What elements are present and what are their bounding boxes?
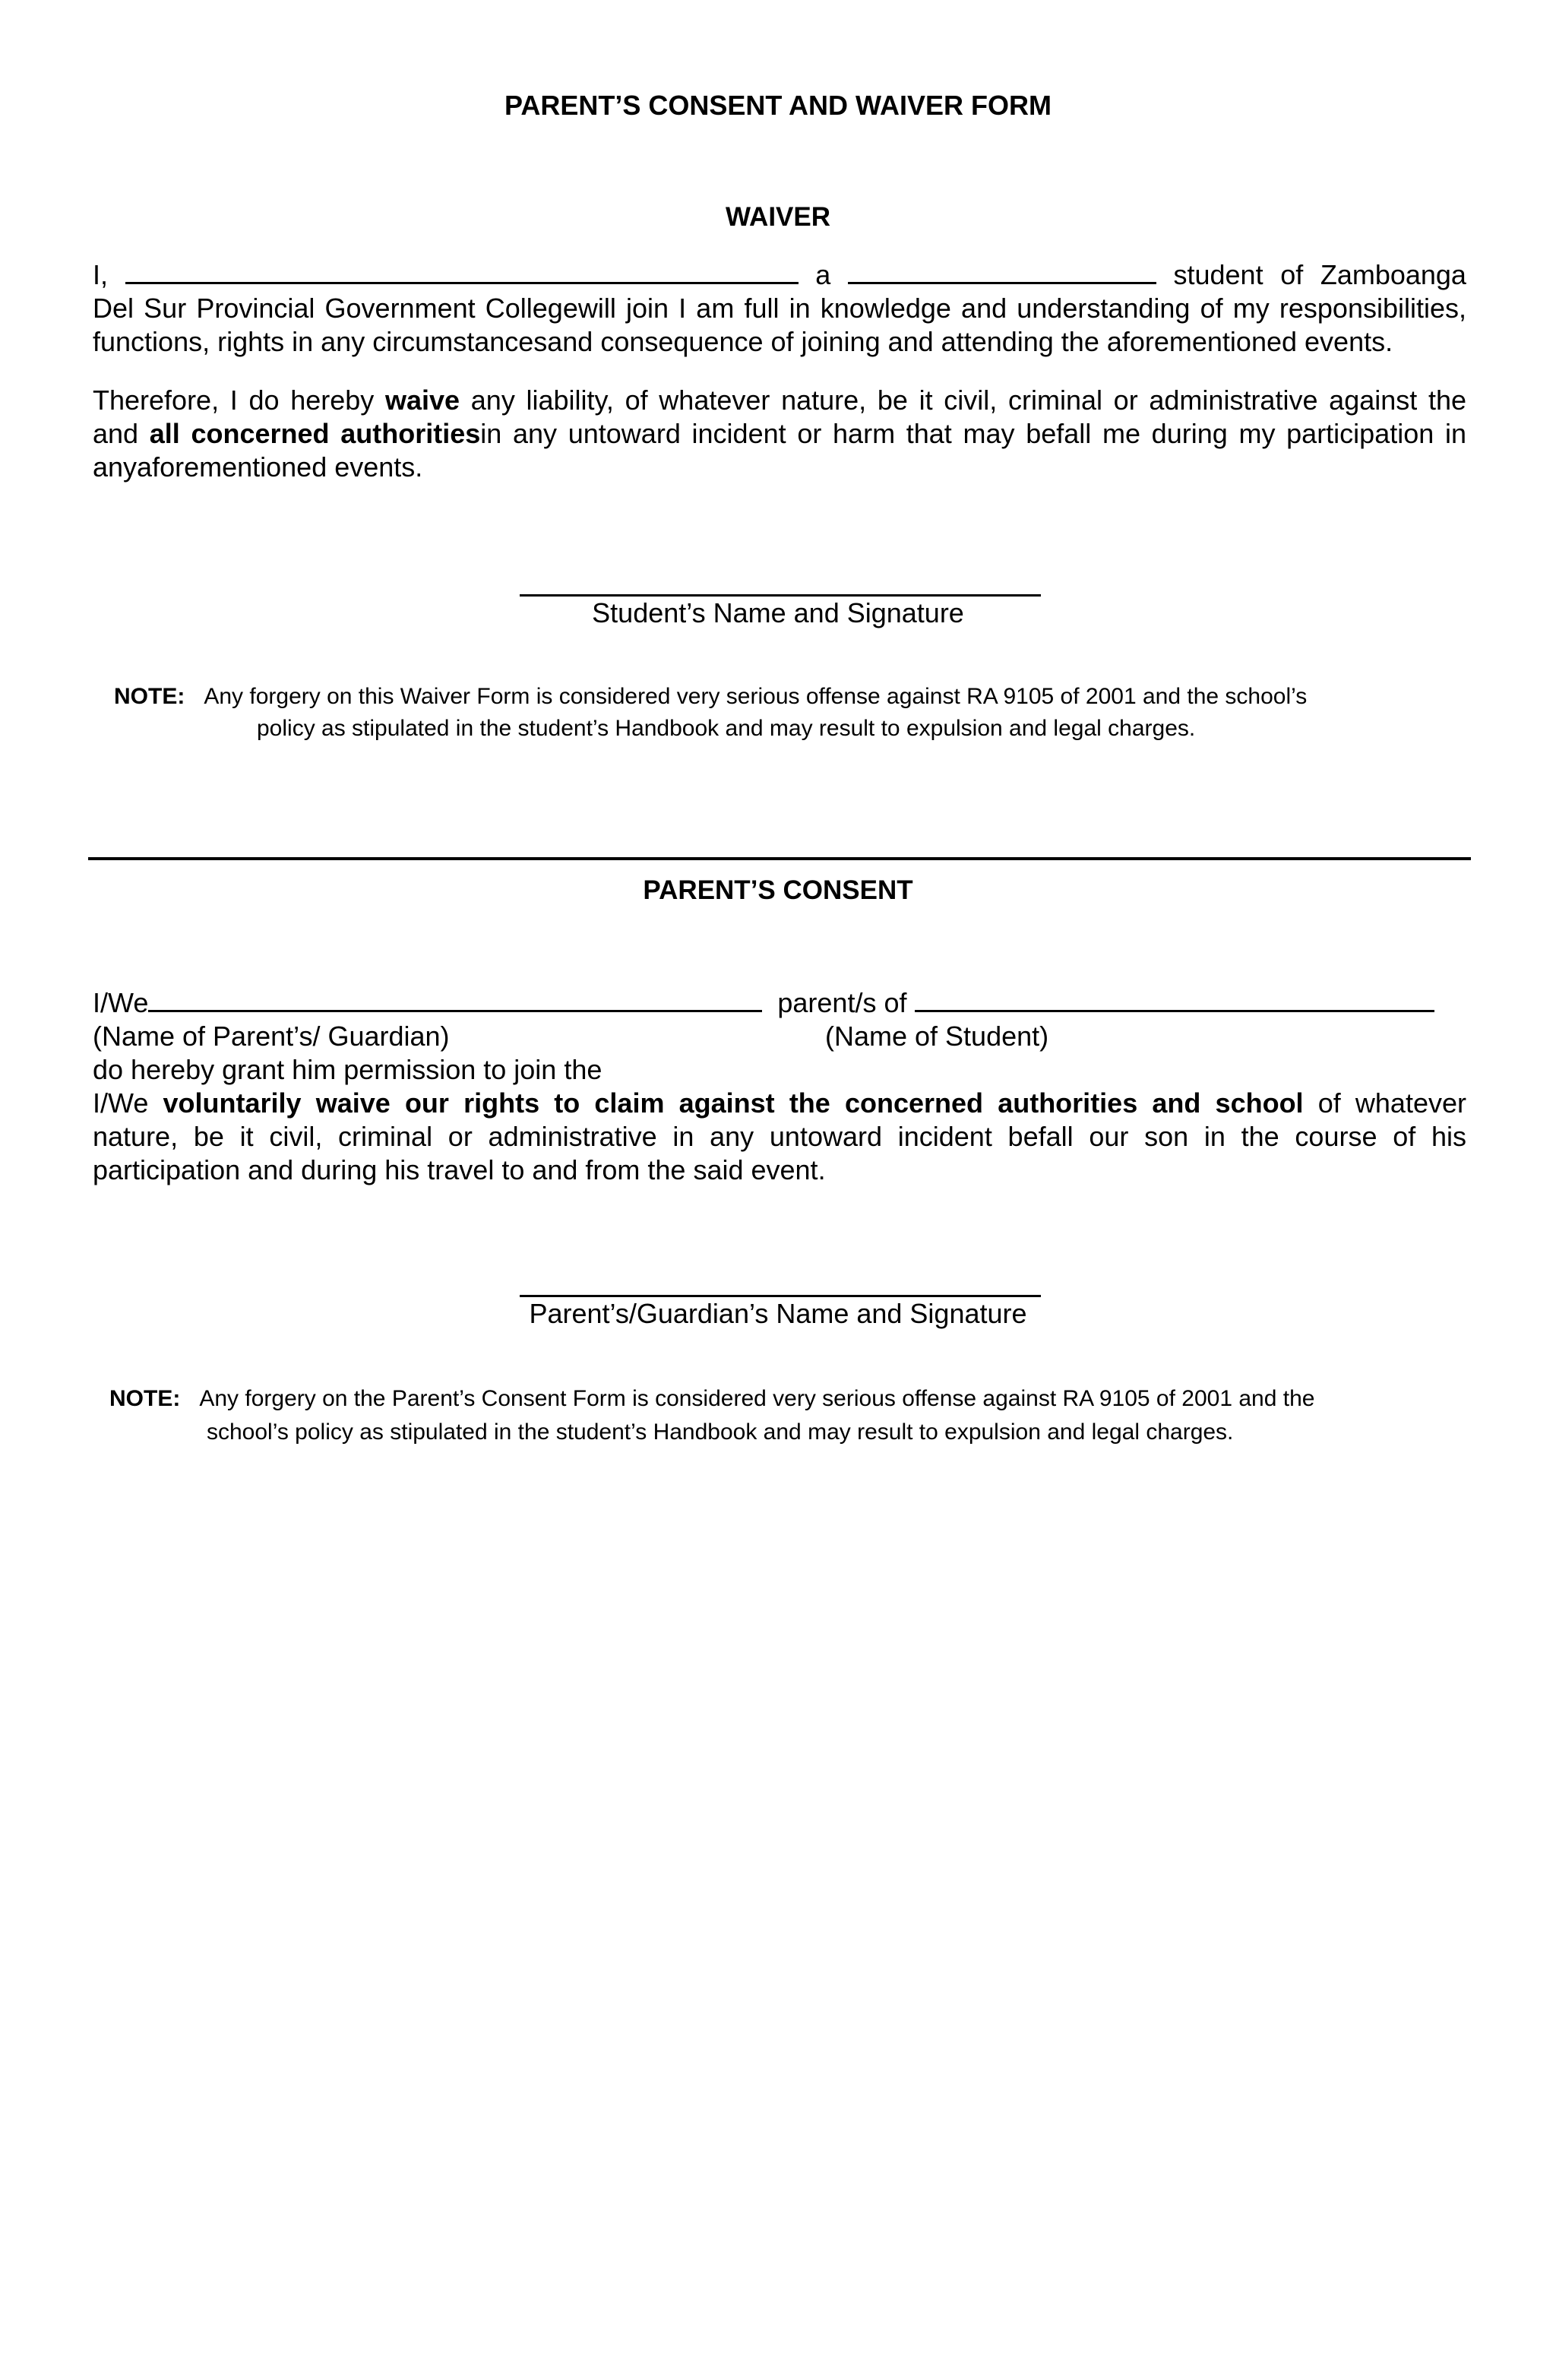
consent-note-line-2: school’s policy as stipulated in the student’s Handbook and may result to expulsion and legal charges. xyxy=(207,1419,1234,1445)
student-signature-label: Student’s Name and Signature xyxy=(592,597,964,628)
waiver-mid: a xyxy=(815,259,831,290)
consent-note-label: NOTE: xyxy=(109,1386,181,1411)
student-year-field[interactable] xyxy=(848,259,1156,284)
waiver-note-label: NOTE: xyxy=(114,684,185,709)
waiver-p2-line-3: anyaforementioned events. xyxy=(93,451,423,483)
waiver-suffix-2: of xyxy=(1280,259,1304,290)
waiver-heading: WAIVER xyxy=(725,202,831,232)
section-divider xyxy=(88,857,1471,860)
waiver-suffix-3: Zamboanga xyxy=(1320,259,1466,290)
form-title: PARENT’S CONSENT AND WAIVER FORM xyxy=(504,90,1052,121)
parent-signature-line[interactable] xyxy=(520,1295,1041,1297)
waiver-note-line-1: Any forgery on this Waiver Form is considered very serious offense against RA 9105 of 2001 and the school’s xyxy=(204,684,1308,709)
waiver-note xyxy=(114,681,1307,713)
consent-p-line-1: I/We voluntarily waive our rights to claim against the concerned authorities and school of whatever xyxy=(93,1087,1466,1119)
parent-name-field[interactable] xyxy=(148,987,762,1012)
waiver-prefix: I, xyxy=(93,259,109,290)
waiver-line-1 xyxy=(93,258,1466,292)
waiver-paragraph-2 xyxy=(93,384,1466,484)
consent-mid: parent/s of xyxy=(777,987,907,1018)
waiver-line-2: Del Sur Provincial Government Collegewill join I am full in knowledge and understanding of my responsibilities, xyxy=(93,293,1466,324)
waiver-p2-line-1: Therefore, I do hereby waive any liability, of whatever nature, be it civil, criminal or administrative against the xyxy=(93,385,1466,416)
consent-heading: PARENT’S CONSENT xyxy=(643,875,913,905)
parent-name-label: (Name of Parent’s/ Guardian) xyxy=(93,1021,450,1052)
waiver-paragraph-1 xyxy=(93,258,1466,359)
student-signature-line[interactable] xyxy=(520,594,1041,597)
waiver-line-3: functions, rights in any circumstancesand consequence of joining and attending the aforementioned events. xyxy=(93,326,1393,357)
consent-line-3: do hereby grant him permission to join the xyxy=(93,1054,602,1085)
consent-note-line-1: Any forgery on the Parent’s Consent Form is considered very serious offense against RA 9105 of 2001 and the xyxy=(199,1386,1315,1411)
consent-p-line-3: participation and during his travel to and from the said event. xyxy=(93,1154,826,1185)
consent-paragraph xyxy=(93,1087,1466,1187)
consent-line-1 xyxy=(93,986,1466,1020)
waiver-p2-line-2: and all concerned authoritiesin any untoward incident or harm that may befall me during my participation in xyxy=(93,418,1466,449)
consent-prefix: I/We xyxy=(93,987,149,1018)
student-name-field[interactable] xyxy=(125,259,799,284)
student-name-label: (Name of Student) xyxy=(825,1021,1049,1052)
student-name-consent-field[interactable] xyxy=(915,987,1434,1012)
waiver-suffix-1: student xyxy=(1173,259,1263,290)
parent-signature-label: Parent’s/Guardian’s Name and Signature xyxy=(529,1298,1027,1329)
waiver-note-line-2: policy as stipulated in the student’s Handbook and may result to expulsion and legal charges. xyxy=(257,716,1196,741)
consent-p-line-2: nature, be it civil, criminal or administrative in any untoward incident befall our son in the course of his xyxy=(93,1121,1466,1152)
consent-note xyxy=(109,1383,1314,1415)
